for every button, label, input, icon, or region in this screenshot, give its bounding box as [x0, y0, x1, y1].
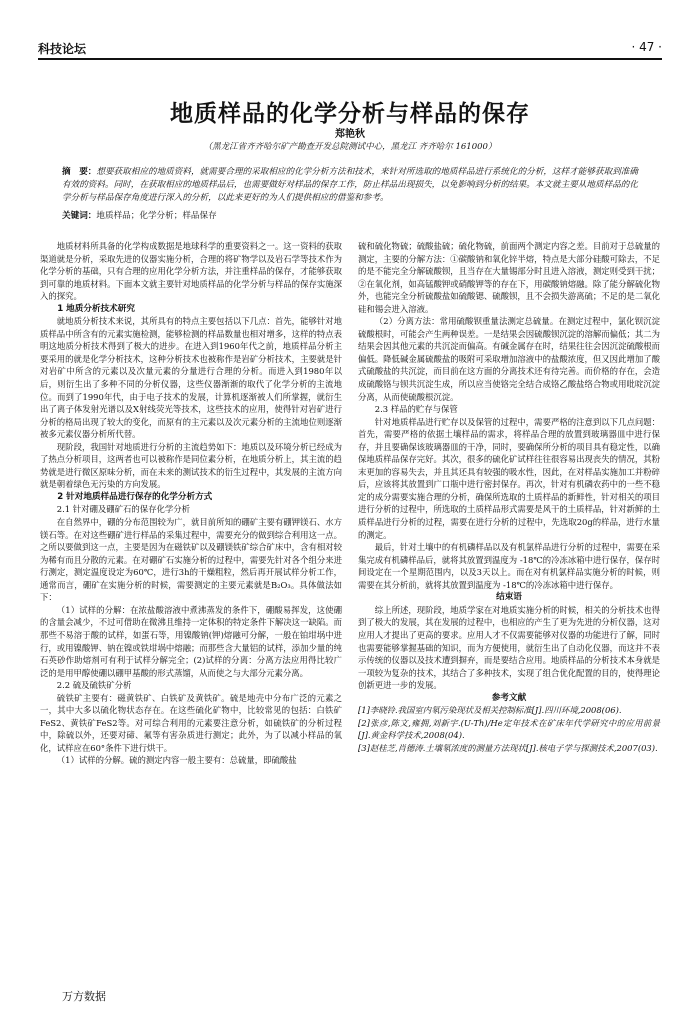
- paragraph: （1）试样的分解：在浓盐酸溶液中煮沸蒸发的条件下，硼酸易挥发，这使硼的含量会减少，不过可借助在微沸且维持一定体积的特定条件下解决这一缺陷。而那些不易溶于酸的试样，如蛋石等，用镍酸钠(钾)熔融可分解，一般在铂坩埚中进行，或用镍酸钾、钠在镍或铁坩埚中熔融；而那些含大量铝的试样，添加少量的纯石英砂作助熔剂可有利于试样分解完全；(2)试样的分离：分离方法应用得比较广泛的是用甲醇使硼以硼甲基酸的形式蒸馏，从而使之与大部分元素分离。: [40, 604, 342, 678]
- article-title: 地质样品的化学分析与样品的保存: [170, 101, 530, 127]
- subsection-heading: 2.3 样品的贮存与保管: [374, 404, 458, 415]
- left-column: [40, 240, 342, 767]
- paragraph: 综上所述，现阶段，地质学家在对地质实施分析的时候，相关的分析技术也得到了极大的发展，其在发展的过程中，也相应的产生了更为先进的分析仪器，这对应用人才提出了更高的要求。应用人才不仅需要能够对仪器的功能进行了解，同时也需要能够掌握基础的知识，而为方便使用，就衍生出了自动化仪器，而这并不表示传统的仪器以及技术遭到摒弃，而是要结合应用。地质样品的分析技术本身就是一项较为复杂的技术，其结合了多种技术，实现了组合优化配置的目的，使得理论创新更进一步的发展。: [358, 604, 660, 691]
- header-rule: [38, 58, 662, 60]
- paragraph: 硫铁矿主要有：磁黄铁矿、白铁矿及黄铁矿。硫是地壳中分布广泛的元素之一，其中大多以硫化物状态存在。在这些硫化矿物中，比较常见的包括：白铁矿FeS2、黄铁矿FeS2等。对可综合利用的元素要注意分析，如硫铁矿的分析过程中，除硫以外，还要对碲、氟等有害杂质进行测定；此外，为了以减小样品的氧化，试样应在60°条件下进行烘干。: [40, 692, 342, 753]
- subsection-heading: 2.2 硫及硫铁矿分析: [56, 680, 132, 691]
- author: 郑艳秋: [335, 129, 365, 140]
- keywords: [62, 210, 638, 223]
- paragraph: 在自然界中，硼的分布范围较为广，就目前所知的硼矿主要有硼钾镁石、水方镁石等。在对这些硼矿进行样品的采集过程中，需要充分的做到综合利用这一点。之所以要做到这一点，主要是因为在磁铁矿以及硼镁铁矿综合矿床中，含有相对较为稀有而且分散的元素。在对硼矿石实施分析的过程中，需要先针对各个组分来进行测定，测定温度设定为60℃，进行3h的干燥粗粒，然后再开展试样分析工作，通常而言，硼矿在实施分析的时候，需要测定的主要元素就是B₂O₃。具体做法如下：: [40, 517, 342, 603]
- keywords-text: 地质样品；化学分析；样品保存: [96, 211, 217, 221]
- reference-item: [1]李晓铃.我国室内氡污染现状及相关控制标准[J].四川环境,2008(06).: [358, 705, 622, 716]
- paragraph: 最后，针对土壤中的有机磷样品以及有机氯样品进行分析的过程中，需要在采集完成有机磷样品后，就将其放置到温度为 -18℃的冷冻冰箱中进行保存，保存时间设定在一个星期范围内，以及3天以上。而在对有机氯样品实施分析的时候，则需要在其分析前，就将其放置到温度为 -18℃的冷冻冰箱中进行保存。: [358, 542, 660, 590]
- reference-item: [2]张彦,陈文,雍拥,刘新宇.(U-Th)/He定年技术在矿床年代学研究中的应用前景[J].黄金科学技术,2008(04).: [358, 717, 660, 741]
- subsection-heading: 2.1 针对硼及硼矿石的保存化学分析: [56, 504, 191, 515]
- paragraph: （1）试样的分解。硫的测定内容一般主要有：总硫量，即硫酸盐: [56, 755, 297, 766]
- paragraph: 现阶段，我国针对地质进行分析的主流趋势如下：地质以及环境分析已经成为了热点分析项目，这两者也可以被称作是同位素分析，在地质分析上，其主流的趋势就是进行微区原味分析，而在未来的测试技术的衍生过程中，其发展的主流方向就是朝着绿色无污染的方向发展。: [40, 441, 342, 490]
- page-number: · 47 ·: [631, 40, 662, 54]
- abstract: [62, 166, 638, 205]
- paragraph: 地质材料所具备的化学构成数据是地球科学的重要资料之一。这一资料的获取渠道就是分析，采取先进的仪器实施分析，合理的将矿物学以及岩石学等技术作为化学分析的基础，只有合理的应用化学分析方法，并注重样品的保存，才能够获取到可靠的地质材料。下面本文就主要针对地质样品的化学分析与样品的保存实施深入的探究。: [40, 241, 342, 302]
- paragraph: 就地质分析技术来说，其所具有的特点主要包括以下几点：首先，能够针对地质样品中所含有的元素实施检测，能够检测的样品数量也相对增多，这样的特点表明这地质分析技术得到了极大的进步。在进入到1960年代之前，地质样品分析主要采用的就是化学分析技术，这种分析技术也被称作是岩矿分析技术，主要就是针对岩矿中所含的元素以及次量元素的分量进行合理的分析。而进入到1980年以后，则衍生出了多种不同的分析仪器，这些仪器渐渐的取代了化学分析的主流地位。而到了1990年代，由于电子技术的发展，计算机逐渐被人们所掌握，就衍生出了离子体发射光谱以及X射线荧光等技术，这些技术的应用，使得针对岩矿进行分析的格局出现了较大的变化，而原有的主元素以及次元素分析的主流地位则逐渐被多元素仪器分析所代替。: [40, 316, 342, 440]
- right-column: [358, 240, 660, 754]
- footer-source: 万方数据: [62, 990, 106, 1003]
- abstract-label: 摘 要：: [62, 167, 97, 177]
- abstract-text: 想要获取相应的地质资料，就需要合理的采取相应的化学分析方法和技术，来针对所选取的地质样品进行系统化的分析，这样才能够获取到准确有效的资料。同时，在获取相应的地质样品后，也需要做好对样品的保存工作，防止样品出现损失，以免影响到分析的结果。本文就主要从地质样品的化学分析与样品保存角度进行深入的分析，以此来更好的为人们提供相应的借鉴和参考。: [62, 167, 638, 203]
- section-heading: 1 地质分析技术研究: [57, 303, 135, 314]
- section-heading: 2 针对地质样品进行保存的化学分析方式: [57, 491, 213, 502]
- affiliation: （黑龙江省齐齐哈尔矿产勘查开发总院测试中心，黑龙江 齐齐哈尔 161000）: [203, 142, 497, 152]
- paragraph: （2）分离方法：常用硫酸钡重量法测定总硫量。在测定过程中，氯化钡沉淀硫酸根时，可能会产生两种误差。一是结果会因硫酸钡沉淀的溶解而偏低；其二为结果会因其他元素的共沉淀而偏高。有碱金属存在时，结果往往会因沉淀硫酸根而偏低。降低碱金属硫酸盐的吸附可采取增加溶液中的盐酸浓度，但又因此增加了酸式硫酸盐的共沉淀，而目前在这方面的分离技术还有待完善。而价格的存在，会造成硫酸铬与钡共沉淀生成，所以应当使铬完全结合成铬乙酸盐络合物或用吡啶沉淀分离，从而使硫酸根沉淀。: [358, 316, 660, 402]
- section-label: 科技论坛: [38, 42, 87, 56]
- reference-item: [3]赵桂芝,肖德涛.土壤氡浓度的测量方法现状[J].核电子学与探测技术,2007(03).: [358, 742, 658, 753]
- paragraph: 硫和硫化物硫；硫酸盐硫；硫化物硫，前面两个测定内容之差。目前对于总硫量的测定，主要的分解方法：①碳酸钠和氧化锌半熔，特点是大部分硅酸可除去，不足的是不能完全分解硫酸钡，且当存在大量锡部分时且进入溶液，测定则受到干扰；②在氧化剂，如高锰酸钾或硝酸钾等的存在下，用碳酸钠熔融。除了能分解硫化物外，也能完全分析硫酸盐如硫酸锶、硫酸钡，且不会损失游离硫；不足的是二氧化硅和锡会进入溶液。: [358, 241, 660, 314]
- centered-heading: 参考文献: [491, 692, 527, 703]
- keywords-label: 关键词：: [62, 211, 97, 221]
- running-header: [38, 40, 662, 56]
- paragraph: 针对地质样品进行贮存以及保管的过程中，需要严格的注意到以下几点问题：首先，需要严格的依据土壤样品的需求，将样品合理的放置到玻璃器皿中进行保存，并且要确保该玻璃器皿的干净，同时，要确保所分析的项目具有稳定性，以确保地质样品保存完好。其次，很多的硫化矿试样往往很容易出现丧失的情况，其粉末更加的容易失去，并且其还具有较强的吸水性，因此，在对样品实施加工并粉碎后，应该将其放置到广口瓶中进行密封保存。再次，针对有机磷农药中的一些不稳定的成分需要实施合理的分析，确保所选取的土质样品的新鲜性，针对相关的项目进行分析的过程中，所选取的土质样品形式需要是风干的土质样品，针对新鲜的土质样品进行分析的过程，需要在进行分析的过程中，先选取20g的样品，进行水量的测定。: [358, 416, 660, 540]
- centered-heading: 结束语: [496, 592, 522, 603]
